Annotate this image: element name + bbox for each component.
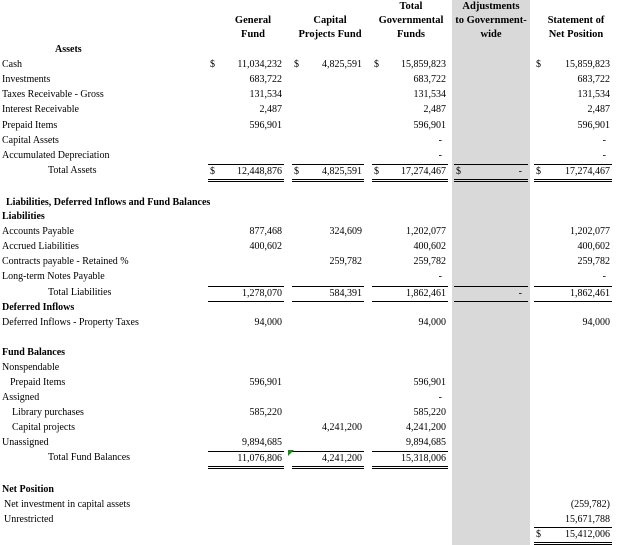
amount: 683,722 bbox=[249, 74, 282, 85]
cell-total-governmental bbox=[372, 451, 448, 469]
row-label: Accrued Liabilities bbox=[2, 241, 79, 252]
amount: 94,000 bbox=[254, 317, 282, 328]
cell-total-governmental bbox=[372, 406, 448, 420]
row-label: Contracts payable - Retained % bbox=[2, 256, 129, 267]
cell-capital-projects bbox=[292, 286, 364, 302]
header-line: Projects Fund bbox=[298, 29, 362, 40]
amount: - bbox=[438, 135, 442, 146]
header-line: Funds bbox=[396, 29, 426, 40]
amount: 2,487 bbox=[423, 104, 446, 115]
cell-statement-net-position bbox=[534, 164, 612, 182]
row-label: Capital projects bbox=[12, 422, 76, 433]
cell-total-governmental bbox=[372, 88, 448, 102]
cell-general-fund bbox=[208, 316, 284, 330]
cell-capital-projects bbox=[292, 451, 364, 469]
amount: - bbox=[438, 392, 442, 403]
header-line: wide bbox=[480, 29, 502, 40]
header-line: Statement of bbox=[547, 15, 605, 26]
amount: 400,602 bbox=[249, 241, 282, 252]
amount: 4,241,200 bbox=[406, 422, 446, 433]
amount: 4,825,591 bbox=[322, 166, 362, 177]
amount: - bbox=[518, 288, 522, 299]
header-capital-projects bbox=[290, 14, 370, 42]
amount: 596,901 bbox=[413, 120, 446, 131]
row-label: Accumulated Depreciation bbox=[2, 150, 110, 161]
amount: 584,391 bbox=[329, 288, 362, 299]
cell-capital-projects bbox=[292, 255, 364, 269]
amount: 683,722 bbox=[413, 74, 446, 85]
amount: 1,862,461 bbox=[406, 288, 446, 299]
currency-sign: $ bbox=[456, 166, 461, 177]
cell-general-fund bbox=[208, 225, 284, 239]
amount: 15,318,006 bbox=[401, 453, 446, 464]
cell-total-governmental bbox=[372, 164, 448, 182]
row-label: Prepaid Items bbox=[10, 377, 66, 388]
cell-statement-net-position bbox=[534, 451, 612, 465]
amount: 15,859,823 bbox=[401, 59, 446, 70]
cell-general-fund bbox=[208, 436, 284, 450]
cell-general-fund bbox=[208, 240, 284, 254]
cell-statement-net-position bbox=[534, 58, 612, 72]
amount: - bbox=[518, 166, 522, 177]
row-label: Prepaid Items bbox=[2, 120, 58, 131]
error-indicator-icon bbox=[288, 450, 294, 456]
currency-sign: $ bbox=[536, 529, 541, 540]
header-line: Fund bbox=[241, 29, 265, 40]
cell-general-fund bbox=[208, 88, 284, 102]
header-line: Governmental bbox=[378, 15, 444, 26]
cell-general-fund bbox=[208, 103, 284, 117]
cell-total-governmental bbox=[372, 225, 448, 239]
amount: 94,000 bbox=[418, 317, 446, 328]
amount: 15,412,006 bbox=[565, 529, 610, 540]
cell-statement-net-position bbox=[534, 240, 612, 254]
amount: - bbox=[602, 135, 606, 146]
amount: 17,274,467 bbox=[401, 166, 446, 177]
amount: 12,448,876 bbox=[237, 166, 282, 177]
cell-statement-net-position bbox=[534, 513, 612, 528]
cell-total-governmental bbox=[372, 421, 448, 435]
cell-total-governmental bbox=[372, 149, 448, 163]
cell-adjustments bbox=[454, 164, 528, 182]
amount: 1,862,461 bbox=[570, 288, 610, 299]
section-liabilities: Liabilities bbox=[2, 211, 45, 222]
amount: 2,487 bbox=[259, 104, 282, 115]
cell-total-governmental bbox=[372, 134, 448, 148]
cell-statement-net-position bbox=[534, 103, 612, 117]
row-label: Library purchases bbox=[12, 407, 84, 418]
amount: 324,609 bbox=[329, 226, 362, 237]
amount: 1,278,070 bbox=[242, 288, 282, 299]
amount: 15,671,788 bbox=[565, 514, 610, 525]
row-label: Total Liabilities bbox=[48, 287, 112, 298]
cell-general-fund bbox=[208, 119, 284, 133]
amount: 596,901 bbox=[249, 377, 282, 388]
amount: 400,602 bbox=[577, 241, 610, 252]
amount: 259,782 bbox=[413, 256, 446, 267]
cell-statement-net-position bbox=[534, 225, 612, 239]
header-line: Total bbox=[399, 1, 423, 12]
amount: 15,859,823 bbox=[565, 59, 610, 70]
cell-total-governmental bbox=[372, 391, 448, 405]
row-label: Unrestricted bbox=[4, 514, 54, 525]
header-total-governmental bbox=[370, 0, 452, 42]
amount: 585,220 bbox=[413, 407, 446, 418]
cell-general-fund bbox=[208, 451, 284, 469]
cell-general-fund bbox=[208, 286, 284, 302]
amount: 877,468 bbox=[249, 226, 282, 237]
row-label: Accounts Payable bbox=[2, 226, 74, 237]
amount: 9,894,685 bbox=[406, 437, 446, 448]
row-label: Capital Assets bbox=[2, 135, 59, 146]
cell-total-governmental bbox=[372, 119, 448, 133]
amount: 131,534 bbox=[577, 89, 610, 100]
currency-sign: $ bbox=[374, 59, 379, 70]
currency-sign: $ bbox=[536, 59, 541, 70]
amount: 259,782 bbox=[329, 256, 362, 267]
amount: 9,894,685 bbox=[242, 437, 282, 448]
amount: - bbox=[602, 150, 606, 161]
amount: 259,782 bbox=[577, 256, 610, 267]
amount: 400,602 bbox=[413, 241, 446, 252]
cell-statement-net-position bbox=[534, 73, 612, 87]
cell-total-governmental bbox=[372, 58, 448, 72]
row-label: Total Fund Balances bbox=[48, 452, 131, 463]
cell-total-governmental bbox=[372, 270, 448, 284]
cell-general-fund bbox=[208, 406, 284, 420]
currency-sign: $ bbox=[294, 59, 299, 70]
amount: 4,241,200 bbox=[322, 453, 362, 464]
header-general-fund bbox=[218, 14, 288, 42]
amount: 596,901 bbox=[413, 377, 446, 388]
currency-sign: $ bbox=[536, 166, 541, 177]
header-line: Capital bbox=[313, 15, 347, 26]
amount: 131,534 bbox=[413, 89, 446, 100]
currency-sign: $ bbox=[210, 59, 215, 70]
row-label: Investments bbox=[2, 74, 51, 85]
section-net-position: Net Position bbox=[2, 484, 54, 495]
row-label: Interest Receivable bbox=[2, 104, 79, 115]
amount: (259,782) bbox=[570, 499, 610, 510]
row-label: Long-term Notes Payable bbox=[2, 271, 105, 282]
cell-statement-net-position bbox=[534, 270, 612, 284]
section-liabilities-title: Liabilities, Deferred Inflows and Fund Balances bbox=[6, 197, 211, 208]
cell-total-governmental bbox=[372, 255, 448, 269]
cell-statement-net-position bbox=[534, 316, 612, 330]
amount: 2,487 bbox=[587, 104, 610, 115]
cell-general-fund bbox=[208, 73, 284, 87]
cell-total-governmental bbox=[372, 103, 448, 117]
amount: 131,534 bbox=[249, 89, 282, 100]
header-adjustments bbox=[450, 0, 532, 42]
cell-capital-projects bbox=[292, 225, 364, 239]
row-label: Total Assets bbox=[48, 165, 97, 176]
cell-general-fund bbox=[208, 164, 284, 182]
cell-statement-net-position bbox=[534, 528, 612, 545]
cell-total-governmental bbox=[372, 240, 448, 254]
cell-statement-net-position bbox=[534, 134, 612, 148]
cell-statement-net-position bbox=[534, 286, 612, 302]
cell-statement-net-position bbox=[534, 255, 612, 269]
cell-total-governmental bbox=[372, 436, 448, 450]
header-line: to Government- bbox=[455, 15, 527, 26]
amount: 596,901 bbox=[249, 120, 282, 131]
cell-statement-net-position bbox=[534, 498, 612, 512]
cell-adjustments bbox=[454, 286, 528, 302]
amount: 683,722 bbox=[577, 74, 610, 85]
cell-total-governmental bbox=[372, 316, 448, 330]
cell-general-fund bbox=[208, 58, 284, 72]
section-assets: Assets bbox=[55, 44, 82, 55]
amount: 4,825,591 bbox=[322, 59, 362, 70]
amount: 11,034,232 bbox=[237, 59, 282, 70]
row-label: Taxes Receivable - Gross bbox=[2, 89, 104, 100]
adjustments-column-shading bbox=[452, 0, 530, 545]
row-label: Assigned bbox=[2, 392, 40, 403]
currency-sign: $ bbox=[294, 166, 299, 177]
amount: - bbox=[602, 271, 606, 282]
row-label: Net investment in capital assets bbox=[4, 499, 131, 510]
amount: 596,901 bbox=[577, 120, 610, 131]
amount: 11,076,806 bbox=[237, 453, 282, 464]
currency-sign: $ bbox=[374, 166, 379, 177]
cell-general-fund bbox=[208, 376, 284, 390]
amount: - bbox=[438, 150, 442, 161]
cell-total-governmental bbox=[372, 73, 448, 87]
amount: 4,241,200 bbox=[322, 422, 362, 433]
cell-statement-net-position bbox=[534, 149, 612, 163]
header-line: Adjustments bbox=[462, 1, 520, 12]
cell-total-governmental bbox=[372, 376, 448, 390]
cell-capital-projects bbox=[292, 58, 364, 72]
cell-total-governmental bbox=[372, 286, 448, 302]
section-deferred-inflows: Deferred Inflows bbox=[2, 302, 75, 313]
cell-statement-net-position bbox=[534, 119, 612, 133]
cell-capital-projects bbox=[292, 421, 364, 435]
row-label: Deferred Inflows - Property Taxes bbox=[2, 317, 139, 328]
row-label: Cash bbox=[2, 59, 22, 70]
amount: 17,274,467 bbox=[565, 166, 610, 177]
currency-sign: $ bbox=[210, 166, 215, 177]
amount: 585,220 bbox=[249, 407, 282, 418]
cell-statement-net-position bbox=[534, 88, 612, 102]
row-label: Unassigned bbox=[2, 437, 49, 448]
header-statement-net-position bbox=[534, 14, 618, 42]
cell-capital-projects bbox=[292, 164, 364, 182]
row-label: Nonspendable bbox=[2, 362, 60, 373]
amount: - bbox=[438, 271, 442, 282]
header-line: Net Position bbox=[548, 29, 604, 40]
amount: 94,000 bbox=[582, 317, 610, 328]
amount: 1,202,077 bbox=[406, 226, 446, 237]
section-fund-balances: Fund Balances bbox=[2, 347, 66, 358]
amount: 1,202,077 bbox=[570, 226, 610, 237]
header-line: General bbox=[234, 15, 272, 26]
